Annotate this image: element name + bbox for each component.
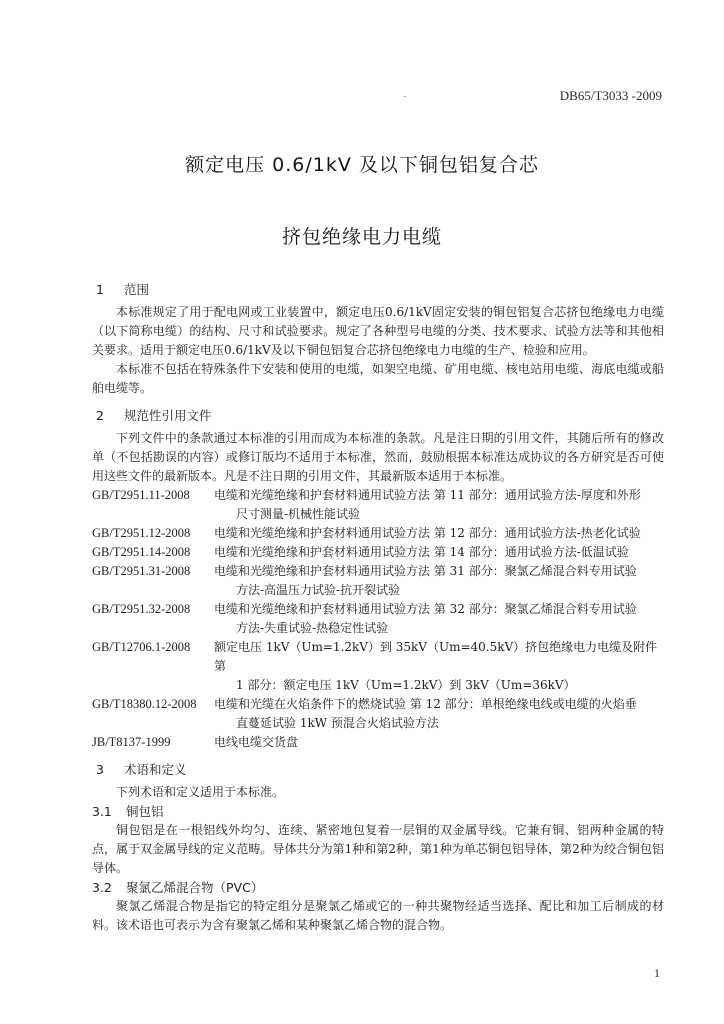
- subsection-3-1-heading: 3.1 铜包铝: [92, 804, 164, 819]
- reference-title: 电缆和光缆在火焰条件下的燃烧试验 第 12 部分：单根绝缘电线或电缆的火焰垂: [214, 697, 637, 711]
- subsection-3-1-text: 铜包铝是在一根铝线外均匀、连续、紧密地包复着一层铜的双金属导线。它兼有铜、铝两种金属的特点，属于双金属导线的定义范畴。导体共分为第1种和第2种，第1种为单芯铜包铝导体，第2种为绞合铜包铝导体。: [92, 823, 664, 875]
- document-title-line1: 额定电压 0.6/1kV 及以下铜包铝复合芯: [185, 154, 539, 176]
- reference-code: GB/T2951.12-2008: [92, 526, 191, 540]
- reference-item: [92, 524, 664, 543]
- section-2-intro: 下列文件中的条款通过本标准的引用而成为本标准的条款。凡是注日期的引用文件，其随后所有的修改单（不包括勘误的内容）或修订版均不适用于本标准，然而，鼓励根据本标准达成协议的各方研究是否可使用这些文件的最新版本。凡是不注日期的引用文件，其最新版本适用于本标准。: [92, 431, 664, 483]
- document-title-line2: 挤包绝缘电力电缆: [281, 226, 442, 248]
- reference-title-cont: 1 部分：额定电压 1kV（Um=1.2kV）到 3kV（Um=36kV）: [236, 678, 576, 692]
- reference-title-cont: 直蔓延试验 1kW 预混合火焰试验方法: [236, 716, 439, 730]
- reference-item: [92, 562, 664, 600]
- reference-title: 额定电压 1kV（Um=1.2kV）到 35kV（Um=40.5kV）挤包绝缘电力电缆及附件 第: [214, 640, 658, 673]
- reference-title: 电缆和光缆绝缘和护套材料通用试验方法 第 11 部分：通用试验方法-厚度和外形: [214, 488, 641, 502]
- reference-title-cont: 方法-失重试验-热稳定性试验: [236, 621, 389, 635]
- section-1-paragraph-2: 本标准不包括在特殊条件下安装和使用的电缆，如架空电缆、矿用电缆、核电站用电缆、海底电缆或船舶电缆等。: [92, 362, 664, 395]
- reference-list: [92, 486, 664, 752]
- standard-code: DB65/T3033 -2009: [559, 88, 662, 103]
- reference-item: [92, 600, 664, 638]
- reference-title-cont: 尺寸测量-机械性能试验: [236, 507, 361, 521]
- document-body: [92, 280, 664, 935]
- reference-title: 电线电缆交货盘: [214, 735, 299, 749]
- reference-item: [92, 733, 664, 752]
- reference-code: GB/T2951.31-2008: [92, 564, 191, 578]
- reference-title: 电缆和光缆绝缘和护套材料通用试验方法 第 12 部分：通用试验方法-热老化试验: [214, 526, 641, 540]
- reference-item: [92, 486, 664, 524]
- reference-title: 电缆和光缆绝缘和护套材料通用试验方法 第 32 部分：聚氯乙烯混合料专用试验: [214, 602, 637, 616]
- reference-code: GB/T18380.12-2008: [92, 697, 197, 711]
- reference-title-cont: 方法-高温压力试验-抗开裂试验: [236, 583, 401, 597]
- reference-code: GB/T2951.32-2008: [92, 602, 191, 616]
- reference-title: 电缆和光缆绝缘和护套材料通用试验方法 第 31 部分：聚氯乙烯混合料专用试验: [214, 564, 637, 578]
- section-1-heading: 1 范围: [96, 282, 150, 297]
- section-3-heading: 3 术语和定义: [96, 762, 187, 777]
- subsection-3-2-heading: 3.2 聚氯乙烯混合物（PVC）: [92, 880, 264, 895]
- subsection-3-2-text: 聚氯乙烯混合物是指它的特定组分是聚氯乙烯或它的一种共聚物经适当选择、配比和加工后制成的材料。该术语也可表示为含有聚氯乙烯和某种聚氯乙烯合物的混合物。: [92, 899, 664, 932]
- section-2-heading: 2 规范性引用文件: [96, 408, 212, 423]
- reference-code: GB/T2951.14-2008: [92, 545, 191, 559]
- reference-code: JB/T8137-1999: [92, 735, 171, 749]
- reference-item: [92, 695, 664, 733]
- reference-item: [92, 638, 664, 695]
- reference-title: 电缆和光缆绝缘和护套材料通用试验方法 第 14 部分：通用试验方法-低温试验: [214, 545, 629, 559]
- scan-speck: [404, 96, 406, 97]
- reference-item: [92, 543, 664, 562]
- page-number: 1: [654, 966, 660, 980]
- section-3-intro: 下列术语和定义适用于本标准。: [116, 785, 285, 799]
- section-1-paragraph-1: 本标准规定了用于配电网或工业装置中，额定电压0.6/1kV固定安装的铜包铝复合芯挤包绝缘电力电缆（以下简称电缆）的结构、尺寸和试验要求。规定了各种型号电缆的分类、技术要求、试验方法等和其他相关要求。适用于额定电压0.6/1kV及以下铜包铝复合芯挤包绝缘电力电缆的生产、检验和应用。: [92, 305, 664, 357]
- reference-code: GB/T2951.11-2008: [92, 488, 190, 502]
- reference-code: GB/T12706.1-2008: [92, 640, 191, 654]
